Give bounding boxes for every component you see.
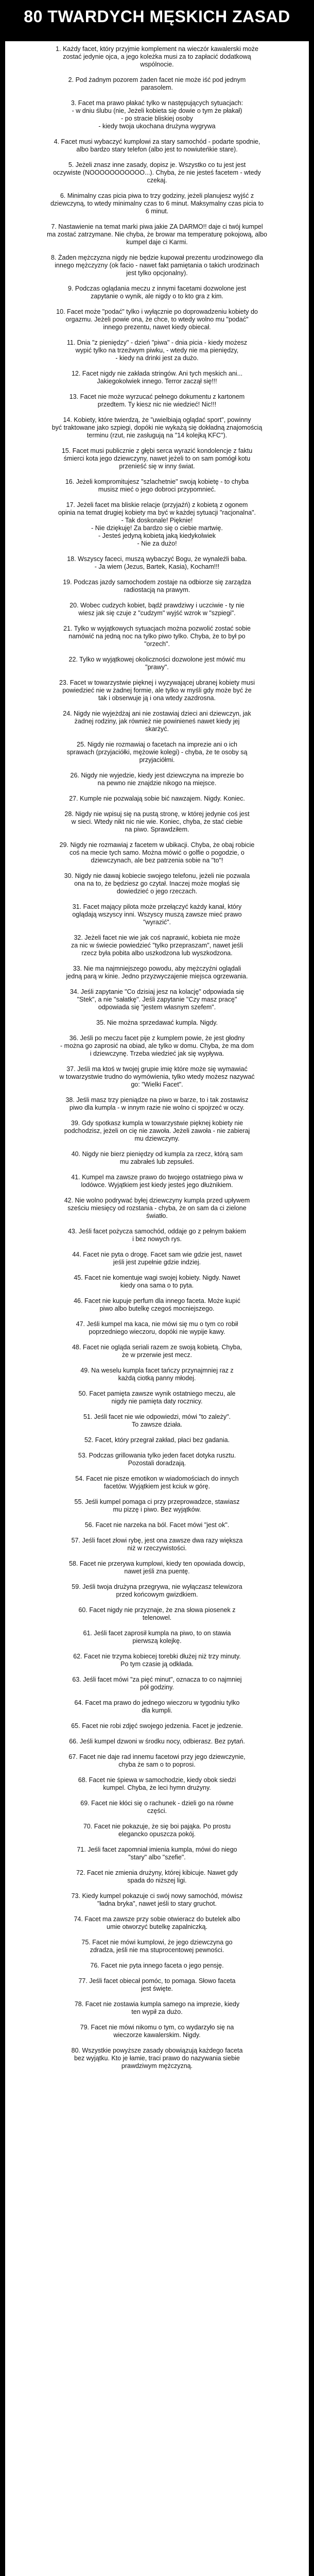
rule-line: 48. Facet nie ogląda seriali razem ze swoją kobietą. Chyba, bbox=[72, 1344, 242, 1351]
rule-line: 30. Nigdy nie dawaj kobiecie swojego telefonu, jeżeli nie pozwala bbox=[64, 872, 250, 879]
rule-item bbox=[13, 76, 301, 92]
rule-line: wypić tylko na trzeźwym piwku, - wtedy nie ma pieniędzy, bbox=[75, 347, 239, 354]
rule-item bbox=[13, 1019, 301, 1027]
rule-item bbox=[13, 2001, 301, 2016]
rule-line: elegancko opuszcza pokój. bbox=[118, 1831, 196, 1838]
rule-item bbox=[13, 795, 301, 803]
rule-line: 13. Facet nie może wyrzucać pełnego dokumentu z kartonem bbox=[69, 393, 245, 400]
rule-line: wiesz jak się czuje z "cudzym" wyjść wzrok w "szpiegi". bbox=[78, 609, 236, 617]
rule-item bbox=[13, 1800, 301, 1815]
rule-line: spada do niższej ligi. bbox=[127, 1877, 187, 1884]
rule-line: 43. Jeśli facet pożycza samochód, oddaje go z pełnym bakiem bbox=[67, 1228, 247, 1235]
rule-item bbox=[13, 1583, 301, 1599]
rule-line: 77. Jeśli facet obiecał pomóc, to pomaga. Słowo faceta bbox=[78, 1977, 236, 1985]
rule-item bbox=[13, 1699, 301, 1715]
rule-line: kumpel. Chyba, że leci hymn drużyny. bbox=[103, 1784, 211, 1791]
rule-line: 62. Facet nie trzyma kobiecej torebki dłużej niż trzy minuty. bbox=[73, 1653, 241, 1660]
rule-line: orgazmu. Jeżeli powie ona, że chce, to wtedy wolno mu "podać" bbox=[65, 316, 249, 323]
rule-line: 21. Tylko w wyjątkowych sytuacjach można pozwolić zostać sobie bbox=[63, 625, 251, 632]
rule-line: - Jesteś jedyną kobietą jaką kiedykolwiek bbox=[98, 532, 216, 539]
rule-item bbox=[13, 1297, 301, 1313]
rule-line: sprawach (przyjaciółki, mężowie kolegi) - chyba, że te osoby są bbox=[66, 749, 248, 756]
content-panel bbox=[5, 41, 309, 2576]
rule-line: na pewno nie znajdzie nikogo na miejsce. bbox=[97, 779, 217, 787]
rule-line: 61. Jeśli facet zaprosił kumpla na piwo, to on stawia bbox=[83, 1630, 231, 1637]
rule-line: żadnej rodziny, jak również nie powinieneś nawet kiedy jej bbox=[74, 718, 240, 725]
rule-line: 2. Pod żadnym pozorem żaden facet nie może iść pod jednym bbox=[68, 76, 246, 83]
rule-line: 20. Wobec cudzych kobiet, bądź prawdziwy i uczciwie - ty nie bbox=[69, 602, 245, 609]
rule-line: przedtem. Ty kiesz nic nie wiedzieć! Nic!!! bbox=[97, 401, 217, 408]
rule-line: jedną parą w kinie. Jedno przyzwyczajenie miejsca ogrzewania. bbox=[66, 973, 248, 980]
rule-item bbox=[13, 1753, 301, 1769]
rule-item bbox=[13, 810, 301, 834]
rule-line: 65. Facet nie robi zdjęć swojego jedzenia. Facet je jedzenie. bbox=[71, 1722, 243, 1730]
rule-line: sześciu miesięcy od rozstania - chyba, że on sam da ci zielone bbox=[67, 1205, 247, 1212]
rule-line: 1. Każdy facet, który przyjmie komplement na wieczór kawalerski może bbox=[56, 45, 258, 53]
rule-line: dla kumpli. bbox=[142, 1707, 172, 1714]
header bbox=[0, 0, 314, 40]
rule-line: 19. Podczas jazdy samochodem zostaje na odbiorze się zarządza bbox=[63, 579, 251, 586]
rule-item bbox=[13, 1916, 301, 1931]
rule-line: 76. Facet nie pyta innego faceta o jego pensję. bbox=[90, 1962, 224, 1969]
rule-line: 14. Kobiety, które twierdzą, że "uwielbiają oglądać sport", powinny bbox=[63, 416, 251, 423]
rule-line: 3. Facet ma prawo płakać tylko w następujących sytuacjach: bbox=[71, 99, 243, 107]
rule-line: - Nie dziękuję! Za bardzo się o ciebie martwię. bbox=[91, 524, 223, 532]
rule-item bbox=[13, 285, 301, 300]
rule-line: 64. Facet ma prawo do jednego wieczoru w tygodniu tylko bbox=[74, 1699, 240, 1706]
rule-item bbox=[13, 1120, 301, 1143]
rule-line: namówić na jedną noc na tylko piwo tylko. Chyba, że to był po bbox=[68, 633, 246, 640]
rule-line: oczywiste (NOOOOOOOOOOO...). Chyba, że nie jesteś facetem - wtedy bbox=[53, 169, 261, 176]
rule-line: 39. Gdy spotkasz kumpla w towarzystwie pięknej kobiety nie bbox=[71, 1120, 243, 1127]
rule-item bbox=[13, 1606, 301, 1622]
rule-line: 63. Jeśli facet mówi "za pięć minut", oznacza to co najmniej bbox=[72, 1676, 242, 1683]
rule-item bbox=[13, 339, 301, 362]
rule-line: pół godziny. bbox=[140, 1684, 174, 1691]
rule-line: 36. Jeśli po meczu facet pije z kumplem powie, że jest głodny bbox=[69, 1035, 245, 1042]
rule-line: "stary" albo "szefie". bbox=[128, 1854, 186, 1861]
rule-line: 34. Jeśli zapytanie "Co dzisiaj jesz na kolację" odpowiada się bbox=[69, 988, 245, 995]
rule-line: 44. Facet nie pyta o drogę. Facet sam wie gdzie jest, nawet bbox=[72, 1251, 242, 1258]
rule-line: 42. Nie wolno podrywać byłej dziewczyny kumpla przed upływem bbox=[64, 1197, 250, 1204]
rule-line: nawet jeśli zna puentę. bbox=[124, 1568, 190, 1575]
rule-line: 50. Facet pamięta zawsze wynik ostatniego meczu, ale bbox=[78, 1390, 236, 1397]
rule-line: - Nie za dużo! bbox=[137, 540, 177, 547]
rule-line: mu dziewczyny. bbox=[134, 1135, 180, 1142]
rule-line: 5. Jeżeli znasz inne zasady, dopisz je. Wszystko co tu jest jest bbox=[68, 161, 246, 168]
rule-line: "ładna bryka", nawet jeśli to stary gruchot. bbox=[97, 1900, 217, 1907]
rule-item bbox=[13, 602, 301, 617]
rule-item bbox=[13, 1065, 301, 1089]
rule-line: przed końcowym gwizdkiem. bbox=[116, 1591, 198, 1598]
rule-line: 26. Nigdy nie wyjedzie, kiedy jest dziewczyna na imprezie bo bbox=[70, 772, 244, 779]
rule-item bbox=[13, 1722, 301, 1730]
rule-line: 27. Kumple nie pozwalają sobie bić nawzajem. Nigdy. Koniec. bbox=[69, 795, 245, 802]
rule-item bbox=[13, 1452, 301, 1467]
rule-item bbox=[13, 2047, 301, 2070]
rule-line: być traktowane jako szpiegi, dopóki nie wykażą się dokładną znajomością bbox=[51, 424, 263, 431]
rule-line: 70. Facet nie pokazuje, że się boi pająka. Po prostu bbox=[83, 1823, 231, 1830]
rule-line: 9. Podczas oglądania meczu z innymi facetami dozwolone jest bbox=[67, 285, 246, 292]
rule-line: innego prezentu, nawet kiedy obiecał. bbox=[103, 324, 211, 331]
rule-line: 79. Facet nie mówi nikomu o tym, co wydarzyło się na bbox=[80, 2024, 234, 2031]
rule-line: 4. Facet musi wybaczyć kumplowi za stary samochód - podarte spodnie, bbox=[54, 138, 260, 145]
rule-item bbox=[13, 903, 301, 926]
rule-line: ma zostać zatrzymane. Nie chyba, że browar ma temperaturę pokojową, albo bbox=[47, 231, 267, 238]
rule-line: - można go zaprosić na obiad, ale tylko w domu. Chyba, że ma dom bbox=[60, 1042, 254, 1049]
rule-line: 73. Kiedy kumpel pokazuje ci swój nowy samochód, mówisz bbox=[71, 1892, 243, 1900]
rule-item bbox=[13, 1475, 301, 1490]
rule-item bbox=[13, 625, 301, 648]
rule-line: części. bbox=[147, 1807, 167, 1815]
rule-line: 59. Jeśli twoja drużyna przegrywa, nie wyłączasz telewizora bbox=[72, 1583, 242, 1590]
rule-line: powiedzieć nie w żadnej formie, ale tylko w myśli gdy może być że bbox=[62, 687, 252, 694]
rule-line: nigdy nie pamięta daty rocznicy. bbox=[111, 1398, 203, 1405]
rule-line: - Ja wiem (Jezus, Bartek, Kasia), Kocham!!! bbox=[94, 563, 220, 570]
rule-line: 67. Facet nie daje rad innemu facetowi przy jego dziewczynie, bbox=[68, 1753, 246, 1760]
rule-line: 35. Nie można sprzedawać kumpla. Nigdy. bbox=[96, 1019, 218, 1026]
rule-line: 72. Facet nie zmienia drużyny, której kibicuje. Nawet gdy bbox=[76, 1869, 238, 1876]
rule-line: wspólnocie. bbox=[140, 61, 174, 68]
rule-line: że w przerwie jest mecz. bbox=[121, 1351, 193, 1359]
rule-item bbox=[13, 1150, 301, 1166]
rule-line: niż w rzeczywistości. bbox=[127, 1545, 187, 1552]
rule-line: 58. Facet nie przerywa kumplowi, kiedy ten opowiada dowcip, bbox=[69, 1560, 245, 1567]
rule-line: i dziewczynę. Trzeba wiedzieć jak się wypływa. bbox=[90, 1050, 224, 1057]
rule-item bbox=[13, 138, 301, 154]
rule-line: 46. Facet nie kupuje perfum dla innego faceta. Może kupić bbox=[74, 1297, 240, 1304]
rule-line: albo bardzo stary telefon (albo jest to nowiuteńkie stare). bbox=[76, 146, 238, 153]
rule-line: 51. Jeśli facet nie wie odpowiedzi, mówi "to zależy". bbox=[83, 1413, 231, 1420]
rule-line: kumpel daje ci Karmi. bbox=[126, 239, 188, 246]
rule-line: 66. Jeśli kumpel dzwoni w środku nocy, odbierasz. Bez pytań. bbox=[69, 1738, 245, 1745]
rule-item bbox=[13, 1174, 301, 1189]
rule-item bbox=[13, 988, 301, 1011]
rule-line: 75. Facet nie mówi kumplowi, że jego dziewczyna go bbox=[81, 1939, 233, 1946]
rule-line: 69. Facet nie kłóci się o rachunek - dzieli go na równe bbox=[80, 1800, 234, 1807]
rule-item bbox=[13, 1560, 301, 1575]
rule-line: "prawy". bbox=[145, 664, 169, 671]
rule-line: 28. Nigdy nie wpisuj się na pustą stronę, w której jedynie coś jest bbox=[64, 810, 250, 818]
rule-line: ona na to, że będziesz go czytał. Inaczej może mogłaś się bbox=[74, 880, 240, 887]
rule-item bbox=[13, 393, 301, 409]
rule-line: - Tak doskonale! Pięknie! bbox=[121, 517, 193, 524]
rule-item bbox=[13, 308, 301, 331]
rule-line: 41. Kumpel ma zawsze prawo do twojego ostatniego piwa w bbox=[71, 1174, 243, 1181]
rule-item bbox=[13, 1413, 301, 1429]
rule-item bbox=[13, 841, 301, 865]
rule-line: radiostacją na prawym. bbox=[124, 586, 190, 594]
rule-line: 18. Wszyscy faceci, muszą wybaczyć Bogu, że wynaleźli baba. bbox=[67, 555, 247, 563]
rule-line: 29. Nigdy nie rozmawiaj z facetem w ubikacji. Chyba, że obaj robicie bbox=[59, 841, 255, 849]
rule-line: 40. Nigdy nie bierz pieniędzy od kumpla za rzecz, którą sam bbox=[71, 1150, 243, 1158]
rule-item bbox=[13, 478, 301, 494]
rule-item bbox=[13, 741, 301, 764]
rule-line: 71. Jeśli facet zapomniał imienia kumpla, mówi do niego bbox=[77, 1846, 237, 1853]
rule-line: 52. Facet, który przegrał zakład, płaci bez gadania. bbox=[84, 1436, 230, 1444]
rule-line: 80. Wszystkie powyższe zasady obowiązują każdego faceta bbox=[71, 2047, 243, 2054]
rule-item bbox=[13, 1892, 301, 1908]
rule-line: 33. Nie ma najmniejszego powodu, aby mężczyźni oglądali bbox=[73, 965, 241, 972]
rule-line: 31. Facet mający pilota może przełączyć każdy kanał, który bbox=[72, 903, 242, 910]
rule-item bbox=[13, 1776, 301, 1792]
rule-item bbox=[13, 1228, 301, 1243]
rule-line: przenieść się w inny świat. bbox=[119, 463, 195, 470]
rule-item bbox=[13, 679, 301, 702]
rule-line: podchodzisz, jeżeli on cię nie zawoła. Jeżeli zawoła - nie zabieraj bbox=[64, 1127, 250, 1134]
rule-line: terminu (rzut, nie zasługują na "14 kolejką KFC"). bbox=[86, 432, 228, 439]
rule-line: skarżyć. bbox=[145, 725, 169, 733]
rule-line: 78. Facet nie zostawia kumpla samego na imprezie, kiedy bbox=[74, 2001, 240, 2008]
rule-item bbox=[13, 579, 301, 594]
rule-line: Pozostali doradzają. bbox=[128, 1460, 186, 1467]
rule-line: 12. Facet nigdy nie zakłada stringów. Ani tych męskich ani... bbox=[71, 370, 243, 377]
rule-line: światło. bbox=[146, 1212, 168, 1219]
rule-line: - po stracie bliskiej osoby bbox=[121, 115, 193, 122]
rule-line: śmierci kota jego dziewczyny, nawet jeżeli to on sam pomógł kotu bbox=[63, 455, 251, 462]
page-title: 80 TWARDYCH MĘSKICH ZASAD bbox=[24, 7, 290, 26]
rule-item bbox=[13, 501, 301, 548]
rule-line: 16. Jeżeli kompromitujesz "szlachetnie" swoją kobietę - to chyba bbox=[65, 478, 249, 485]
rule-item bbox=[13, 965, 301, 980]
rule-line: 53. Podczas grillowania tylko jeden facet dotyka rusztu. bbox=[78, 1452, 236, 1459]
rule-line: 25. Nigdy nie rozmawiaj o facetach na imprezie ani o ich bbox=[77, 741, 237, 748]
rule-line: piwo albo butelkę czegoś mocniejszego. bbox=[99, 1305, 215, 1312]
rule-line: parasolem. bbox=[141, 84, 173, 91]
rule-item bbox=[13, 1367, 301, 1382]
rule-item bbox=[13, 99, 301, 130]
rule-line: 38. Jeśli masz trzy pieniądze na piwo w barze, to i tak zostawisz bbox=[65, 1096, 249, 1104]
rule-item bbox=[13, 1846, 301, 1861]
rule-line: dziewczynach, ale bez patrzenia sobie na "to"! bbox=[91, 857, 223, 864]
rule-item bbox=[13, 223, 301, 246]
rule-line: 10. Facet może "podać" tylko i wyłącznie po doprowadzeniu kobiety do bbox=[56, 308, 258, 315]
rule-line: mu zabrałeś lub zepsułeś. bbox=[119, 1158, 195, 1165]
rule-item bbox=[13, 192, 301, 215]
rule-line: "Stek", a nie "sałatkę". Jeśli zapytanie "Czy masz pracę" bbox=[77, 996, 237, 1003]
rule-line: musisz mieć o jego dobroci przypomnieć. bbox=[98, 486, 216, 493]
rule-line: jest tylko opcjonalny). bbox=[126, 269, 188, 277]
rule-line: 32. Jeżeli facet nie wie jak coś naprawić, kobieta nie może bbox=[74, 934, 240, 941]
rule-line: mu pizzę i piwo. Bez wyjątków. bbox=[113, 1506, 201, 1513]
rule-item bbox=[13, 1823, 301, 1838]
rule-item bbox=[13, 1344, 301, 1359]
rule-line: go: "Wielki Facet". bbox=[131, 1081, 183, 1088]
rule-item bbox=[13, 1251, 301, 1266]
rule-item bbox=[13, 1537, 301, 1552]
rule-item bbox=[13, 45, 301, 69]
rule-line: w towarzystwie trudno do wymówienia, tylko wtedy możesz nazywać bbox=[59, 1073, 255, 1080]
rule-line: To zawsze działa. bbox=[132, 1421, 182, 1428]
rule-item bbox=[13, 161, 301, 184]
rule-line: chyba że sam o to poprosi. bbox=[118, 1761, 196, 1768]
rule-line: za nic w świecie powiedzieć "tylko przepraszam", nawet jeśli bbox=[71, 942, 243, 949]
rule-line: 57. Jeśli facet złowi rybę, jest ona zawsze dwa razy większa bbox=[71, 1537, 243, 1544]
rule-item bbox=[13, 1320, 301, 1336]
rule-line: umie otworzyć butelkę zapalniczką. bbox=[107, 1923, 207, 1930]
rule-line: zostać jedynie ojca, a jego koleżka musi za to zapłacić dodatkową bbox=[63, 53, 251, 60]
rule-line: "wyrazić". bbox=[143, 919, 171, 926]
rule-line: opinia na temat drugiej kobiety ma być w każdej sytuacji "racjonalna". bbox=[58, 509, 256, 516]
rule-line: 6 minut. bbox=[145, 208, 169, 215]
rule-line: ten wypił za dużo. bbox=[131, 2008, 183, 2015]
rule-line: Jakiegokolwiek innego. Terror zaczął się!!! bbox=[97, 378, 217, 385]
rule-line: - w dniu ślubu (nie, Jeżeli kobieta się dowie o tym że płakał) bbox=[72, 107, 242, 114]
rule-line: 60. Facet nigdy nie przyznaje, że zna słowa piosenek z bbox=[78, 1606, 236, 1614]
rule-item bbox=[13, 2024, 301, 2039]
rule-line: 11. Dnia "z pieniędzy" - dzień "piwa" - dnia picia - kiedy możesz bbox=[66, 339, 248, 346]
rule-item bbox=[13, 416, 301, 439]
rule-item bbox=[13, 1274, 301, 1290]
rule-item bbox=[13, 1436, 301, 1444]
rule-line: 23. Facet w towarzystwie pięknej i wyzywającej ubranej kobiety musi bbox=[59, 679, 255, 686]
rule-line: 8. Żaden mężczyzna nigdy nie będzie kupował prezentu urodzinowego dla bbox=[50, 254, 264, 261]
rule-line: każdą ciotką panny młodej. bbox=[118, 1375, 196, 1382]
rule-line: czekaj. bbox=[147, 177, 167, 184]
rule-line: - kiedy twoja ukochana drużyna wygrywa bbox=[98, 123, 216, 130]
rule-item bbox=[13, 1630, 301, 1645]
rule-line: tak i obserwuje ją i ona wtedy zazdrosna. bbox=[98, 694, 216, 702]
rule-item bbox=[13, 370, 301, 385]
rule-line: prawdziwym mężczyzną. bbox=[121, 2062, 193, 2070]
rule-line: 56. Facet nie narzeka na ból. Facet mówi "jest ok". bbox=[84, 1521, 230, 1529]
rule-line: wieczorze kawalerskim. Nigdy. bbox=[113, 2031, 201, 2039]
rule-item bbox=[13, 254, 301, 277]
rule-line: lodówce. Wyjątkiem jest kiedy jesteś jego dłużnikiem. bbox=[81, 1181, 233, 1189]
rule-line: bez wyjątku. Kto je łamie, traci prawo do nazywania siebie bbox=[74, 2055, 240, 2062]
rule-line: 7. Nastawienie na temat marki piwa jakie ZA DARMO!! daje ci twój kumpel bbox=[51, 223, 263, 230]
rule-line: telenowel. bbox=[142, 1614, 172, 1621]
rule-line: "orzech". bbox=[144, 640, 170, 648]
rule-item bbox=[13, 872, 301, 895]
rule-line: i bez nowych rys. bbox=[132, 1235, 182, 1243]
rule-item bbox=[13, 1035, 301, 1058]
rule-line: kiedy ona sama o to pyta. bbox=[120, 1282, 194, 1289]
rule-line: Po tym czasie ją odkłada. bbox=[120, 1660, 194, 1668]
rule-item bbox=[13, 1977, 301, 1993]
rule-line: 15. Facet musi publicznie z głębi serca wyrazić kondolencje z faktu bbox=[61, 447, 253, 454]
rule-item bbox=[13, 1390, 301, 1405]
rule-item bbox=[13, 934, 301, 957]
rule-line: 24. Nigdy nie wyjeżdżaj ani nie zostawiaj dzieci ani dziewczyn, jak bbox=[63, 710, 251, 717]
rule-line: 37. Jeśli ma ktoś w twojej grupie imię które może się wymawiać bbox=[66, 1065, 248, 1073]
rule-line: na piwo. Sprawdziłem. bbox=[125, 826, 189, 833]
rule-line: 17. Jeżeli facet ma bliskie relacje (przyjaźń) z kobietą z ogonem bbox=[66, 501, 248, 509]
rule-line: odpowiada się "jestem własnym szefem". bbox=[98, 1004, 216, 1011]
rule-line: zapytanie o wynik, ale nigdy o to kto gra z kim. bbox=[91, 293, 223, 300]
rule-line: piwo dla kumpla - w innym razie nie wolno ci spojrzeć w oczy. bbox=[69, 1104, 245, 1111]
rule-line: dziewczyną, to wtedy minimalny czas to 6 minut. Maksymalny czas picia to bbox=[50, 200, 264, 207]
rule-item bbox=[13, 1498, 301, 1514]
rule-line: facetów. Wyjątkiem jest kciuk w górę. bbox=[103, 1483, 211, 1490]
rule-line: dowiedzieć o jego rzeczach. bbox=[116, 888, 198, 895]
rule-item bbox=[13, 1869, 301, 1885]
rule-item bbox=[13, 710, 301, 733]
rule-line: innego mężczyzny (ok facio - nawet fakt pamiętania o takich urodzinach bbox=[55, 262, 259, 269]
rule-line: zdradza, jeśli nie ma stuprocentowej pewności. bbox=[90, 1946, 224, 1954]
rule-item bbox=[13, 1653, 301, 1668]
rule-line: coś na mecie tych samo. Można mówić o golfie o pogodzie, o bbox=[69, 849, 245, 856]
rule-line: przyjaciółmi. bbox=[139, 756, 175, 764]
rule-line: 55. Jeśli kumpel pomaga ci przy przeprowadzce, stawiasz bbox=[74, 1498, 240, 1505]
rule-line: 22. Tylko w wyjątkowej okoliczności dozwolone jest mówić mu bbox=[68, 656, 246, 663]
rule-line: rzecz była pobita albo uszkodzona lub wyszkodzona. bbox=[81, 950, 233, 957]
rule-item bbox=[13, 772, 301, 787]
rule-line: oglądają wszyscy inni. Wszyscy muszą zawsze mieć prawo bbox=[72, 911, 242, 918]
rule-line: 6. Minimalny czas picia piwa to trzy godziny, jeżeli planujesz wyjść z bbox=[60, 192, 254, 199]
rule-item bbox=[13, 1962, 301, 1970]
rule-item bbox=[13, 555, 301, 571]
rule-line: pierwszą kolejkę. bbox=[132, 1637, 182, 1645]
rule-line: poprzedniego wieczoru, dopóki nie wypije kawy. bbox=[89, 1328, 225, 1335]
rule-line: 54. Facet nie pisze emotikon w wiadomościach do innych bbox=[75, 1475, 239, 1482]
rule-line: w sieci. Wtedy nikt nic nie wie. Koniec, chyba, że stać ciebie bbox=[71, 818, 243, 825]
rule-item bbox=[13, 447, 301, 470]
rule-line: 68. Facet nie śpiewa w samochodzie, kiedy obok siedzi bbox=[78, 1776, 236, 1784]
rule-line: - kiedy na drinki jest za dużo. bbox=[115, 354, 199, 362]
rule-line: jest święte. bbox=[141, 1985, 173, 1992]
rule-item bbox=[13, 1738, 301, 1745]
rule-item bbox=[13, 1197, 301, 1220]
rule-line: 74. Facet ma zawsze przy sobie otwieracz do butelek albo bbox=[74, 1916, 240, 1923]
rule-item bbox=[13, 1939, 301, 1954]
rule-line: jeśli jest zupełnie gdzie indziej. bbox=[113, 1259, 201, 1266]
rule-line: 45. Facet nie komentuje wagi swojej kobiety. Nigdy. Nawet bbox=[74, 1274, 240, 1281]
rules-list bbox=[5, 41, 309, 2070]
rule-item bbox=[13, 1521, 301, 1529]
rule-item bbox=[13, 1096, 301, 1112]
rule-item bbox=[13, 1676, 301, 1691]
rule-line: 47. Jeśli kumpel ma kaca, nie mówi się mu o tym co robił bbox=[76, 1320, 238, 1328]
rule-item bbox=[13, 656, 301, 671]
rule-line: 49. Na weselu kumpla facet tańczy przynajmniej raz z bbox=[80, 1367, 234, 1374]
